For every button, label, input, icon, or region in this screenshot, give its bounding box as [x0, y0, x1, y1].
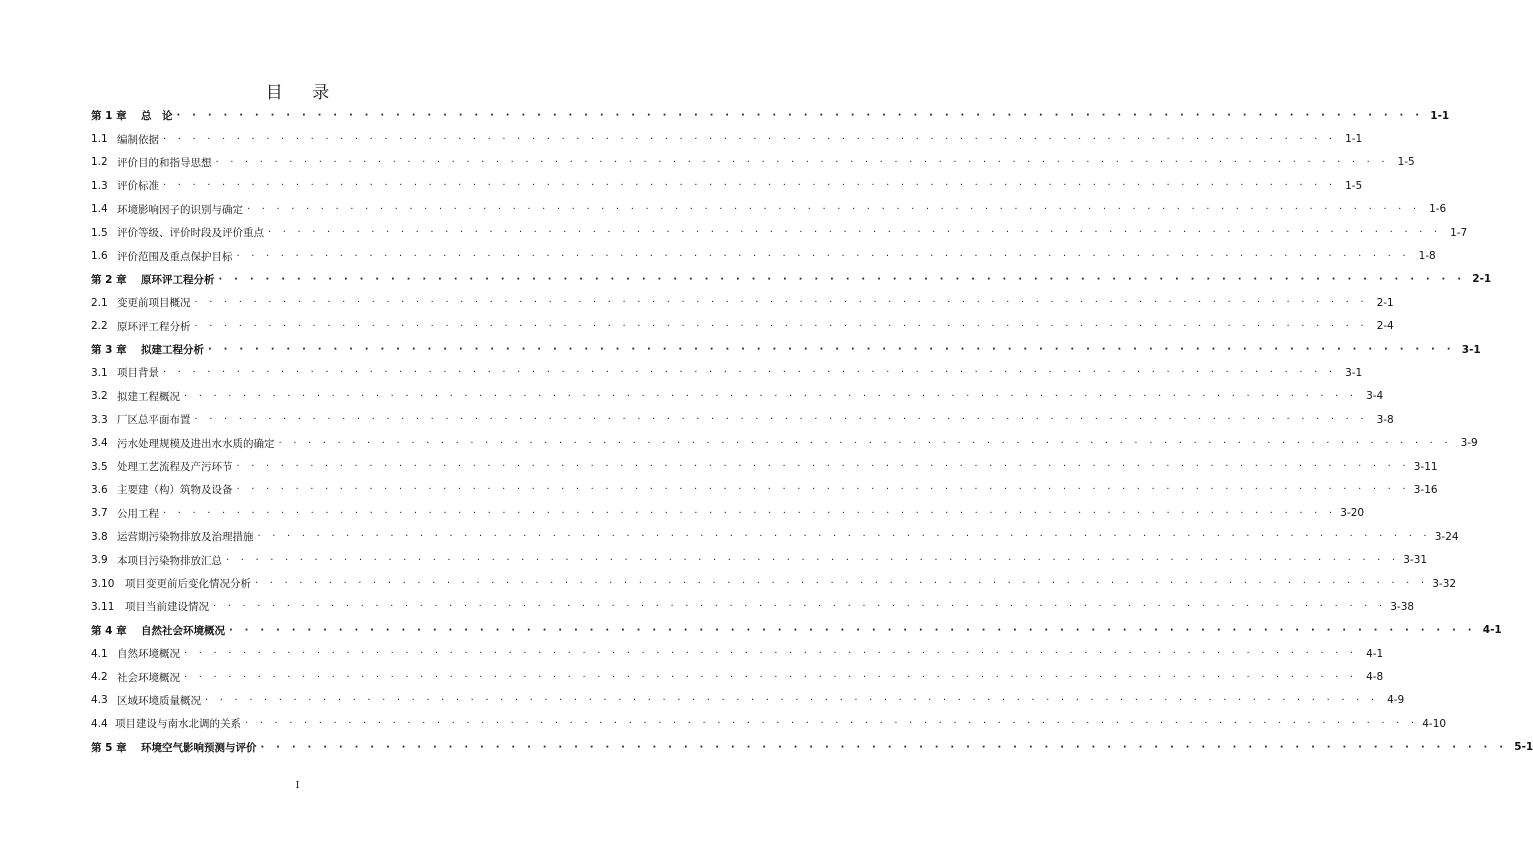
toc-leader-dots: · · · · · · · · · · · · · · · · · · · · · · · · · · · · · · · · · · · · · · · · · · · · · · · · · · · · · · · · · · · · · · · · · · · · · · · · · · · · · · · · [236, 250, 1410, 262]
toc-entry-number: 第 4 章 [91, 624, 127, 637]
toc-leader-dots: · · · · · · · · · · · · · · · · · · · · · · · · · · · · · · · · · · · · · · · · · · · · · · · · · · · · · · · · · · · · · · · · · · · · · · · · · · · · · · · · [236, 484, 1410, 496]
toc-section-entry[interactable] [91, 244, 1436, 267]
toc-entry-page: 3-8 [1376, 413, 1394, 426]
toc-leader-dots: · · · · · · · · · · · · · · · · · · · · · · · · · · · · · · · · · · · · · · · · · · · · · · · · · · · · · · · · · · · · · · · · · · · · · · · · · · · · · · · · [184, 671, 1358, 683]
toc-leader-dots: · · · · · · · · · · · · · · · · · · · · · · · · · · · · · · · · · · · · · · · · · · · · · · · · · · · · · · · · · · · · · · · · · · · · · · · · · · · · · · · · [194, 320, 1368, 332]
toc-entry-title: 项目背景 [117, 367, 159, 380]
toc-entry-number: 3.6 [91, 483, 108, 496]
toc-entry-page: 3-16 [1413, 483, 1438, 496]
toc-entry-title: 自然环境概况 [117, 648, 180, 661]
toc-section-entry[interactable] [91, 431, 1478, 454]
toc-entry-page: 3-11 [1413, 460, 1438, 473]
toc-section-entry[interactable] [91, 151, 1415, 174]
toc-leader-dots: · · · · · · · · · · · · · · · · · · · · · · · · · · · · · · · · · · · · · · · · · · · · · · · · · · · · · · · · · · · · · · · · · · · · · · · · · · · · · · · · [260, 741, 1508, 753]
toc-entry-number: 4.1 [91, 647, 108, 660]
toc-section-entry[interactable] [91, 455, 1438, 478]
toc-section-entry[interactable] [91, 127, 1363, 150]
toc-entry-title: 拟建工程概况 [117, 390, 180, 403]
toc-leader-dots: · · · · · · · · · · · · · · · · · · · · · · · · · · · · · · · · · · · · · · · · · · · · · · · · · · · · · · · · · · · · · · · · · · · · · · · · · · · · · · · · [163, 133, 1337, 145]
toc-entry-page: 4-1 [1482, 624, 1502, 637]
toc-leader-dots: · · · · · · · · · · · · · · · · · · · · · · · · · · · · · · · · · · · · · · · · · · · · · · · · · · · · · · · · · · · · · · · · · · · · · · · · · · · · · · · · [268, 227, 1442, 239]
toc-entry-page: 3-32 [1432, 577, 1457, 590]
toc-section-entry[interactable] [91, 478, 1438, 501]
toc-entry-number: 3.11 [91, 600, 115, 613]
toc-entry-page: 4-1 [1366, 647, 1384, 660]
toc-chapter-entry[interactable] [91, 338, 1481, 361]
toc-entry-number: 3.3 [91, 413, 108, 426]
toc-entry-title: 公用工程 [117, 507, 159, 520]
toc-entry-page: 3-20 [1340, 507, 1365, 520]
toc-chapter-entry[interactable] [91, 736, 1533, 759]
toc-section-entry[interactable] [91, 361, 1363, 384]
toc-entry-title: 厂区总平面布置 [117, 414, 191, 427]
toc-leader-dots: · · · · · · · · · · · · · · · · · · · · · · · · · · · · · · · · · · · · · · · · · · · · · · · · · · · · · · · · · · · · · · · · · · · · · · · · · · · · · · · · [236, 461, 1410, 473]
toc-entry-number: 1.1 [91, 133, 108, 146]
toc-entry-title: 运营期污染物排放及治理措施 [117, 531, 254, 544]
toc-entry-title: 社会环境概况 [117, 671, 180, 684]
toc-leader-dots: · · · · · · · · · · · · · · · · · · · · · · · · · · · · · · · · · · · · · · · · · · · · · · · · · · · · · · · · · · · · · · · · · · · · · · · · · · · · · · · · [184, 648, 1358, 660]
toc-leader-dots: · · · · · · · · · · · · · · · · · · · · · · · · · · · · · · · · · · · · · · · · · · · · · · · · · · · · · · · · · · · · · · · · · · · · · · · · · · · · · · · · [247, 203, 1421, 215]
toc-entry-title: 环境空气影响预测与评价 [141, 741, 257, 754]
toc-entry-page: 1-8 [1418, 250, 1436, 263]
toc-entry-title: 项目建设与南水北调的关系 [115, 718, 241, 731]
toc-leader-dots: · · · · · · · · · · · · · · · · · · · · · · · · · · · · · · · · · · · · · · · · · · · · · · · · · · · · · · · · · · · · · · · · · · · · · · · · · · · · · · · · [163, 507, 1337, 519]
toc-leader-dots: · · · · · · · · · · · · · · · · · · · · · · · · · · · · · · · · · · · · · · · · · · · · · · · · · · · · · · · · · · · · · · · · · · · · · · · · · · · · · · · · [213, 601, 1387, 613]
toc-entry-page: 3-1 [1461, 343, 1481, 356]
toc-section-entry[interactable] [91, 198, 1447, 221]
toc-entry-page: 5-1 [1514, 741, 1533, 754]
toc-entry-page: 3-31 [1403, 554, 1428, 567]
toc-entry-number: 3.8 [91, 530, 108, 543]
toc-leader-dots: · · · · · · · · · · · · · · · · · · · · · · · · · · · · · · · · · · · · · · · · · · · · · · · · · · · · · · · · · · · · · · · · · · · · · · · · · · · · · · · · [163, 367, 1337, 379]
toc-entry-page: 3-9 [1460, 437, 1478, 450]
toc-entry-page: 2-1 [1472, 273, 1492, 286]
toc-section-entry[interactable] [91, 525, 1459, 548]
toc-entry-title: 处理工艺流程及产污环节 [117, 461, 233, 474]
toc-leader-dots: · · · · · · · · · · · · · · · · · · · · · · · · · · · · · · · · · · · · · · · · · · · · · · · · · · · · · · · · · · · · · · · · · · · · · · · · · · · · · · · · [278, 437, 1452, 449]
page-number: I [295, 781, 300, 791]
table-of-contents [91, 104, 1533, 759]
toc-leader-dots: · · · · · · · · · · · · · · · · · · · · · · · · · · · · · · · · · · · · · · · · · · · · · · · · · · · · · · · · · · · · · · · · · · · · · · · · · · · · · · · · [215, 156, 1389, 168]
toc-entry-page: 4-9 [1387, 694, 1405, 707]
toc-section-entry[interactable] [91, 572, 1457, 595]
toc-section-entry[interactable] [91, 174, 1363, 197]
toc-chapter-entry[interactable] [91, 619, 1502, 642]
toc-entry-page: 4-10 [1422, 717, 1447, 730]
toc-leader-dots: · · · · · · · · · · · · · · · · · · · · · · · · · · · · · · · · · · · · · · · · · · · · · · · · · · · · · · · · · · · · · · · · · · · · · · · · · · · · · · · · [255, 578, 1429, 589]
toc-entry-number: 4.3 [91, 694, 108, 707]
toc-leader-dots: · · · · · · · · · · · · · · · · · · · · · · · · · · · · · · · · · · · · · · · · · · · · · · · · · · · · · · · · · · · · · · · · · · · · · · · · · · · · · · · · [257, 531, 1431, 543]
toc-entry-title: 项目当前建设情况 [125, 601, 209, 614]
toc-leader-dots: · · · · · · · · · · · · · · · · · · · · · · · · · · · · · · · · · · · · · · · · · · · · · · · · · · · · · · · · · · · · · · · · · · · · · · · · · · · · · · · · [245, 718, 1419, 730]
toc-entry-number: 1.6 [91, 250, 108, 263]
toc-entry-page: 1-7 [1450, 226, 1468, 239]
toc-entry-title: 本项目污染物排放汇总 [117, 554, 222, 567]
toc-entry-title: 项目变更前后变化情况分析 [125, 578, 251, 590]
toc-entry-title: 区域环境质量概况 [117, 694, 201, 707]
toc-entry-page: 1-6 [1429, 203, 1447, 216]
toc-leader-dots: · · · · · · · · · · · · · · · · · · · · · · · · · · · · · · · · · · · · · · · · · · · · · · · · · · · · · · · · · · · · · · · · · · · · · · · · · · · · · · · · [226, 554, 1400, 566]
toc-section-entry[interactable] [91, 385, 1384, 408]
toc-leader-dots: · · · · · · · · · · · · · · · · · · · · · · · · · · · · · · · · · · · · · · · · · · · · · · · · · · · · · · · · · · · · · · · · · · · · · · · · · · · · · · · · [208, 344, 1455, 356]
toc-entry-title: 评价目的和指导思想 [117, 156, 212, 169]
toc-leader-dots: · · · · · · · · · · · · · · · · · · · · · · · · · · · · · · · · · · · · · · · · · · · · · · · · · · · · · · · · · · · · · · · · · · · · · · · · · · · · · · · · [229, 624, 1476, 636]
toc-entry-number: 第 1 章 [91, 110, 127, 123]
toc-entry-title: 编制依据 [117, 133, 159, 146]
toc-entry-number: 第 2 章 [91, 273, 127, 286]
toc-leader-dots: · · · · · · · · · · · · · · · · · · · · · · · · · · · · · · · · · · · · · · · · · · · · · · · · · · · · · · · · · · · · · · · · · · · · · · · · · · · · · · · · [205, 694, 1379, 706]
toc-leader-dots: · · · · · · · · · · · · · · · · · · · · · · · · · · · · · · · · · · · · · · · · · · · · · · · · · · · · · · · · · · · · · · · · · · · · · · · · · · · · · · · · [176, 110, 1424, 122]
toc-section-entry[interactable] [91, 221, 1468, 244]
toc-leader-dots: · · · · · · · · · · · · · · · · · · · · · · · · · · · · · · · · · · · · · · · · · · · · · · · · · · · · · · · · · · · · · · · · · · · · · · · · · · · · · · · · [218, 273, 1466, 285]
toc-entry-number: 3.9 [91, 554, 108, 567]
toc-entry-number: 4.2 [91, 671, 108, 684]
toc-section-entry[interactable] [91, 502, 1365, 525]
toc-entry-page: 1-1 [1345, 133, 1363, 146]
toc-entry-number: 1.4 [91, 203, 108, 216]
toc-entry-title: 原环评工程分析 [141, 273, 215, 286]
toc-entry-page: 1-5 [1345, 179, 1363, 192]
toc-section-entry[interactable] [91, 689, 1405, 712]
toc-entry-number: 2.1 [91, 296, 108, 309]
toc-leader-dots: · · · · · · · · · · · · · · · · · · · · · · · · · · · · · · · · · · · · · · · · · · · · · · · · · · · · · · · · · · · · · · · · · · · · · · · · · · · · · · · · [184, 390, 1358, 402]
toc-entry-page: 2-1 [1376, 296, 1394, 309]
toc-section-entry[interactable] [91, 665, 1384, 688]
toc-section-entry[interactable] [91, 595, 1415, 618]
toc-entry-title: 主要建（构）筑物及设备 [117, 484, 233, 497]
toc-entry-page: 1-1 [1430, 109, 1450, 122]
toc-entry-page: 3-1 [1345, 366, 1363, 379]
toc-section-entry[interactable] [91, 408, 1394, 431]
toc-entry-number: 3.5 [91, 460, 108, 473]
toc-entry-title: 环境影响因子的识别与确定 [117, 203, 243, 216]
toc-entry-title: 自然社会环境概况 [141, 624, 225, 637]
toc-entry-page: 1-5 [1397, 156, 1415, 169]
toc-entry-number: 3.10 [91, 577, 115, 590]
toc-title: 目 录 [265, 83, 342, 103]
toc-entry-title: 评价标准 [117, 180, 159, 193]
toc-entry-page: 4-8 [1366, 671, 1384, 684]
toc-entry-title: 拟建工程分析 [141, 344, 204, 357]
toc-entry-number: 3.7 [91, 507, 108, 520]
toc-entry-title: 原环评工程分析 [117, 320, 191, 333]
toc-entry-page: 3-24 [1434, 530, 1459, 543]
toc-entry-number: 1.3 [91, 179, 108, 192]
toc-chapter-entry[interactable] [91, 104, 1450, 127]
toc-entry-number: 1.5 [91, 226, 108, 239]
toc-entry-number: 2.2 [91, 320, 108, 333]
toc-entry-number: 3.4 [91, 437, 108, 450]
toc-entry-title: 污水处理规模及进出水水质的确定 [117, 437, 275, 450]
toc-section-entry[interactable] [91, 315, 1394, 338]
toc-entry-page: 2-4 [1376, 320, 1394, 333]
toc-section-entry[interactable] [91, 291, 1394, 314]
toc-entry-number: 4.4 [91, 717, 108, 730]
toc-entry-title: 评价范围及重点保护目标 [117, 250, 233, 263]
toc-entry-number: 1.2 [91, 156, 108, 169]
toc-section-entry[interactable] [91, 642, 1384, 665]
toc-section-entry[interactable] [91, 712, 1447, 735]
toc-entry-number: 第 3 章 [91, 344, 127, 357]
toc-leader-dots: · · · · · · · · · · · · · · · · · · · · · · · · · · · · · · · · · · · · · · · · · · · · · · · · · · · · · · · · · · · · · · · · · · · · · · · · · · · · · · · · [194, 297, 1368, 309]
toc-entry-title: 变更前项目概况 [117, 297, 191, 310]
toc-entry-page: 3-38 [1390, 600, 1415, 613]
toc-entry-number: 第 5 章 [91, 741, 127, 754]
toc-entry-page: 3-4 [1366, 390, 1384, 403]
toc-entry-number: 3.1 [91, 366, 108, 379]
toc-section-entry[interactable] [91, 548, 1428, 571]
toc-leader-dots: · · · · · · · · · · · · · · · · · · · · · · · · · · · · · · · · · · · · · · · · · · · · · · · · · · · · · · · · · · · · · · · · · · · · · · · · · · · · · · · · [163, 180, 1337, 192]
toc-chapter-entry[interactable] [91, 268, 1492, 291]
toc-entry-number: 3.2 [91, 390, 108, 403]
toc-entry-title: 总 论 [141, 110, 173, 123]
toc-entry-title: 评价等级、评价时段及评价重点 [117, 227, 264, 240]
toc-leader-dots: · · · · · · · · · · · · · · · · · · · · · · · · · · · · · · · · · · · · · · · · · · · · · · · · · · · · · · · · · · · · · · · · · · · · · · · · · · · · · · · · [194, 414, 1368, 426]
